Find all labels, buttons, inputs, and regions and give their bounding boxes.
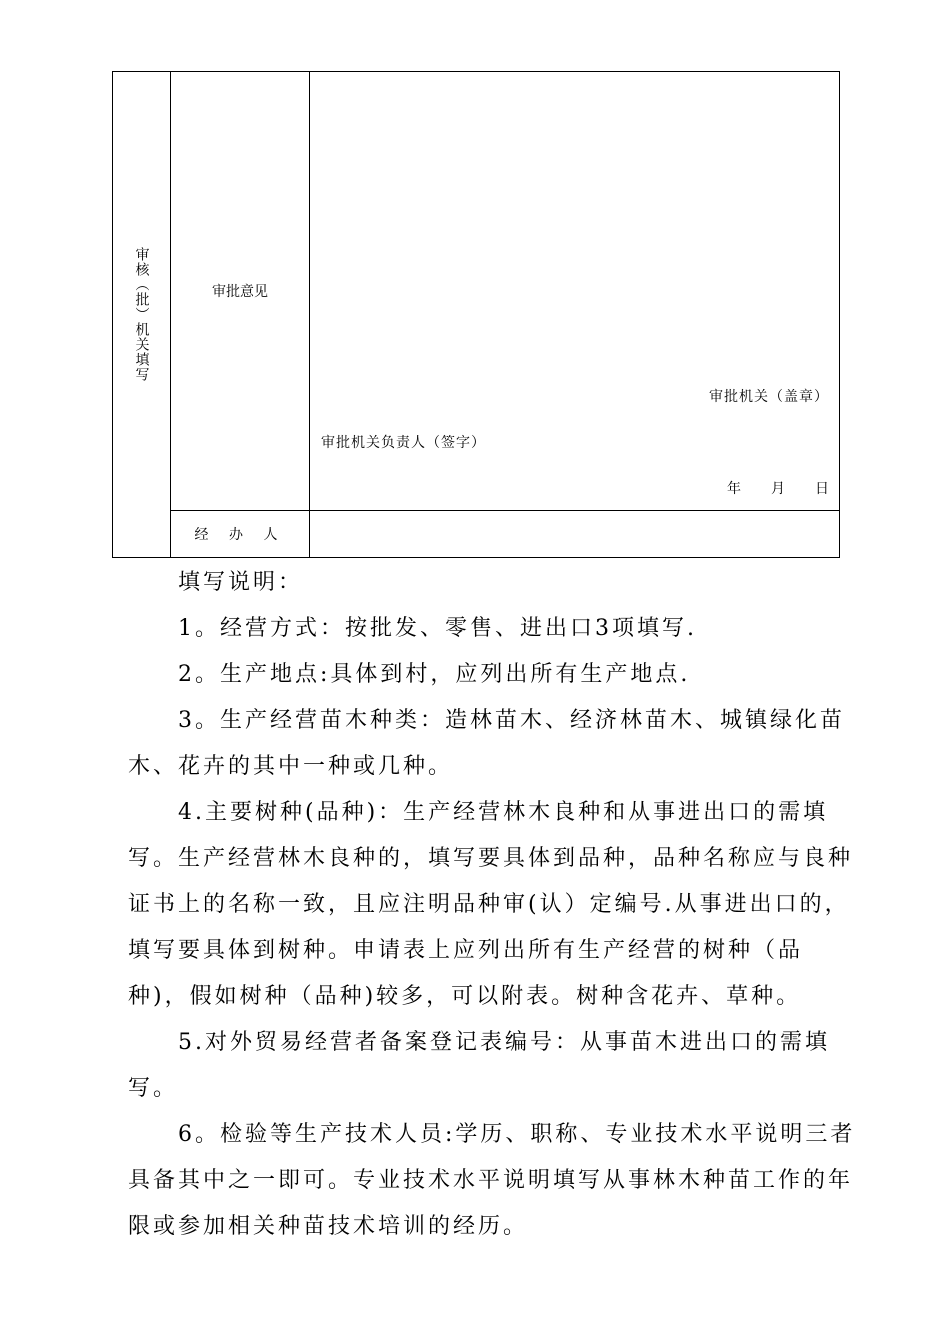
instruction-item-6: 6。检验等生产技术人员:学历、职称、专业技术水平说明三者具备其中之一即可。专业技术水平说明填写从事林木种苗工作的年限或参加相关种苗技术培训的经历。 [128, 1122, 856, 1239]
instruction-item-1: 1。经营方式：按批发、零售、进出口3项填写. [178, 616, 697, 641]
approval-form-table [112, 71, 840, 558]
approval-opinion-label-cell [171, 72, 310, 511]
approval-opinion-label: 审批意见 [212, 284, 268, 300]
month-label: 月 [771, 481, 785, 497]
instruction-item-3: 3。生产经营苗木种类：造林苗木、经济林苗木、城镇绿化苗木、花卉的其中一种或几种。 [128, 708, 845, 779]
authority-signer-label: 审批机关负责人（签字） [321, 435, 486, 451]
instruction-item-4: 4.主要树种(品种)：生产经营林木良种和从事进出口的需填写。生产经营林木良种的，填写要具体到品种，品种名称应与良种证书上的名称一致，且应注明品种审(认）定编号.从事进出口的，填写要具体到树种。申请表上应列出所有生产经营的树种（品种)，假如树种（品种)较多，可以附表。树种含花卉、草种。 [128, 800, 854, 1009]
handler-label-cell [171, 511, 310, 558]
section-label: 审核（批）机关填写 [133, 247, 150, 382]
authority-stamp-label: 审批机关（盖章） [709, 389, 829, 405]
date-line [727, 478, 829, 498]
instructions [128, 560, 858, 1250]
instruction-item-2: 2。生产地点:具体到村，应列出所有生产地点. [178, 662, 691, 687]
handler-label: 经 办 人 [194, 527, 286, 543]
instructions-heading: 填写说明： [178, 570, 304, 595]
instruction-item-5: 5.对外贸易经营者备案登记表编号：从事苗木进出口的需填写。 [128, 1030, 830, 1101]
handler-field[interactable] [310, 511, 840, 558]
day-label: 日 [815, 481, 829, 497]
section-label-cell [113, 72, 171, 558]
approval-opinion-field[interactable] [310, 72, 840, 511]
year-label: 年 [727, 481, 741, 497]
